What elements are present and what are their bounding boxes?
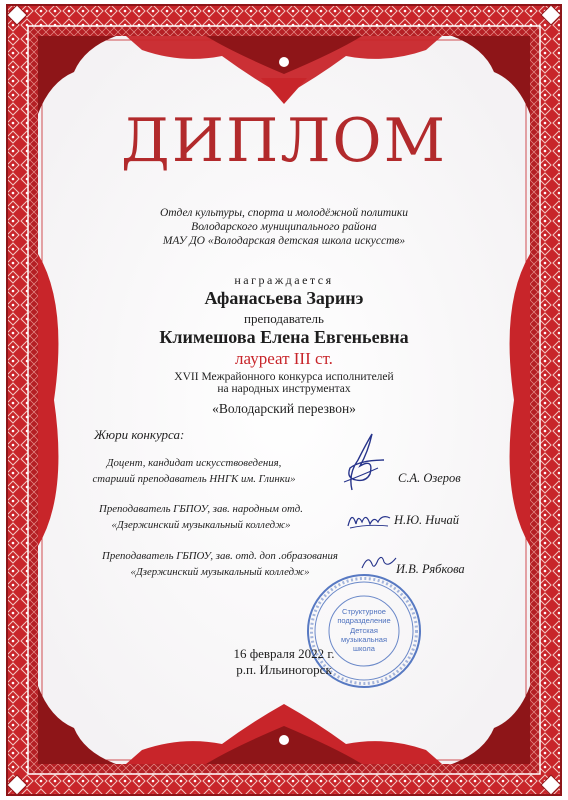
- recipient-role: преподаватель: [244, 311, 324, 326]
- jury-member-2-position-line-1: Преподаватель ГБПОУ, зав. народным отд.: [99, 503, 303, 515]
- jury-member-1-position-line-2: старший преподаватель ННГК им. Глинки»: [92, 473, 296, 485]
- jury-member-2-name: Н.Ю. Ничай: [394, 513, 460, 527]
- jury-member-1-position: [84, 455, 304, 487]
- teacher-name: Климешова Елена Евгеньевна: [159, 327, 409, 347]
- contest-line-2: на народных инструментах: [217, 383, 351, 395]
- recipient-name: Афанасьева Заринэ: [204, 288, 364, 308]
- stamp-line-2: подразделение: [337, 616, 391, 625]
- contest-line-1: XVII Межрайонного конкурса исполнителей: [174, 371, 394, 383]
- stamp-line-4: музыкальная: [340, 635, 388, 644]
- organization-line-1: Отдел культуры, спорта и молодёжной политики: [159, 207, 409, 219]
- jury-member-3-name: И.В. Рябкова: [396, 562, 465, 576]
- issue-place: р.п. Ильиногорск: [236, 662, 332, 677]
- organization-line-3: МАУ ДО «Володарская детская школа искусств»: [162, 235, 406, 247]
- jury-member-3-signature: [358, 552, 398, 574]
- contest-name: «Володарский перезвон»: [212, 401, 356, 416]
- jury-member-2-signature: [346, 506, 392, 532]
- jury-member-2-position-line-2: «Дзержинский музыкальный колледж»: [111, 519, 291, 531]
- diploma-title: ДИПЛОМ: [120, 106, 448, 176]
- jury-member-3-position-line-2: «Дзержинский музыкальный колледж»: [130, 566, 310, 578]
- award-title: лауреат III ст.: [235, 349, 333, 368]
- jury-member-3-position-line-1: Преподаватель ГБПОУ, зав. отд. доп .образования: [102, 550, 338, 562]
- jury-member-2-position: [84, 501, 318, 533]
- jury-label: Жюри конкурса:: [94, 427, 185, 442]
- issue-date: 16 февраля 2022 г.: [233, 646, 335, 661]
- jury-member-1-signature: [330, 430, 390, 494]
- stamp-line-3: Детская: [350, 626, 378, 635]
- stamp-line-5: школа: [353, 644, 375, 653]
- organization-line-2: Володарского муниципального района: [191, 221, 377, 233]
- jury-member-1-name: С.А. Озеров: [398, 471, 461, 485]
- stamp-line-1: Структурное: [342, 607, 386, 616]
- jury-member-1-position-line-1: Доцент, кандидат искусствоведения,: [106, 457, 282, 469]
- awarded-label: награждается: [234, 273, 334, 287]
